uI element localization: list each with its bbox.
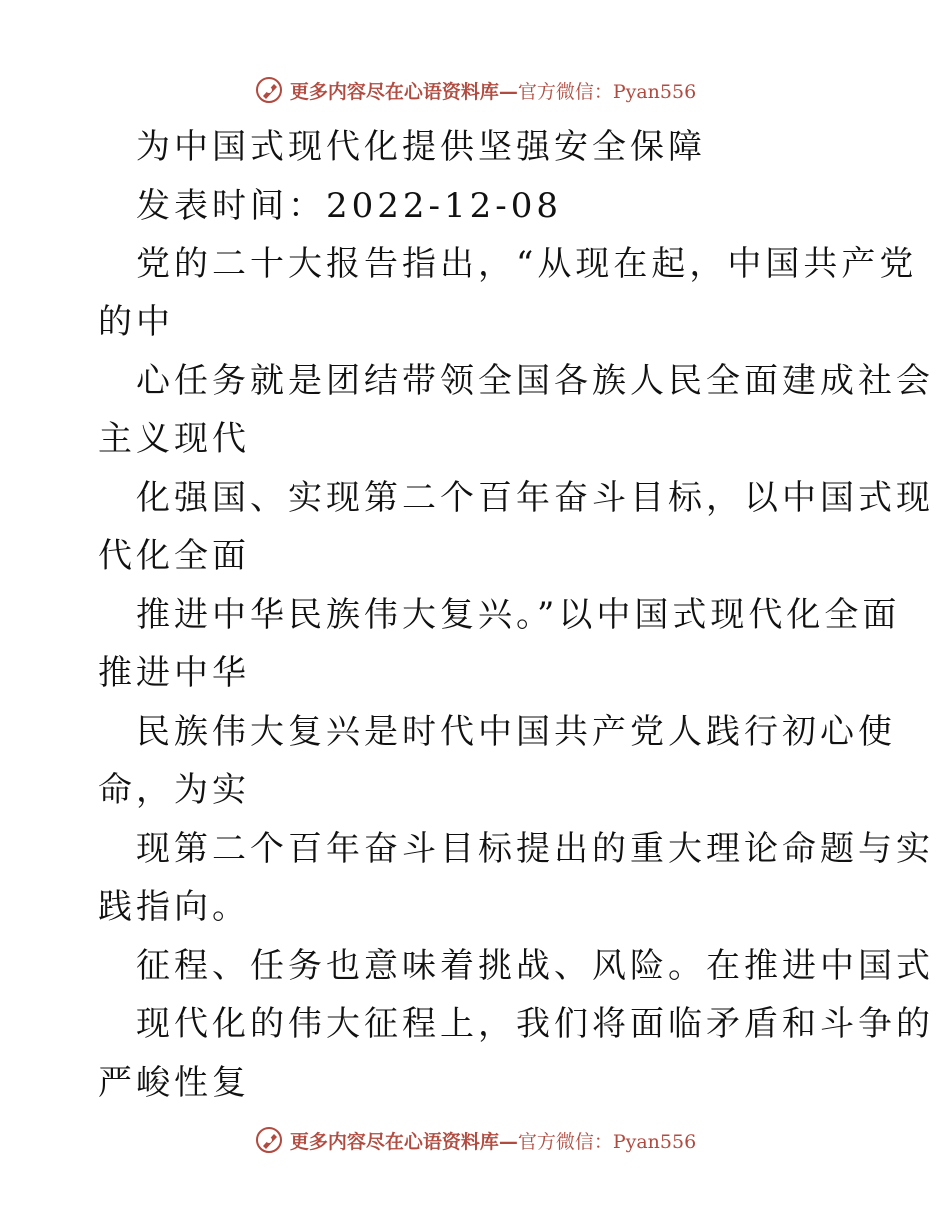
paragraph-line: 践指向。 (98, 887, 250, 927)
paragraph-line: 代化全面 (98, 536, 250, 576)
paragraph-line: 民族伟大复兴是时代中国共产党人践行初心使 (136, 712, 896, 752)
header-banner (0, 70, 950, 110)
paragraph-line: 化强国、实现第二个百年奋斗目标，以中国式现 (136, 478, 934, 518)
document-title: 为中国式现代化提供坚强安全保障 (136, 127, 706, 167)
paragraph-line: 命，为实 (98, 770, 250, 810)
paragraph-line: 征程、任务也意味着挑战、风险。在推进中国式 (136, 946, 934, 986)
paragraph-line: 推进中华民族伟大复兴。”以中国式现代化全面 (136, 595, 901, 635)
publish-date: 发表时间：2022-12-08 (136, 186, 563, 226)
paragraph-line: 心任务就是团结带领全国各族人民全面建成社会 (136, 361, 934, 401)
paragraph-line: 的中 (98, 302, 174, 342)
paragraph-line: 严峻性复 (98, 1063, 250, 1103)
paragraph-line: 推进中华 (98, 653, 250, 693)
paragraph-line: 党的二十大报告指出，“从现在起，中国共产党 (136, 244, 918, 284)
pen-logo-icon (254, 1125, 284, 1155)
paragraph-line: 现代化的伟大征程上，我们将面临矛盾和斗争的 (136, 1004, 934, 1044)
paragraph-line: 主义现代 (98, 419, 250, 459)
footer-banner (0, 1120, 950, 1160)
paragraph-line: 现第二个百年奋斗目标提出的重大理论命题与实 (136, 829, 934, 869)
header-banner-text: 更多内容尽在心语资料库—官方微信：Pyan556 (289, 80, 697, 103)
pen-logo-icon (254, 75, 284, 105)
footer-banner-text: 更多内容尽在心语资料库—官方微信：Pyan556 (289, 1130, 697, 1153)
